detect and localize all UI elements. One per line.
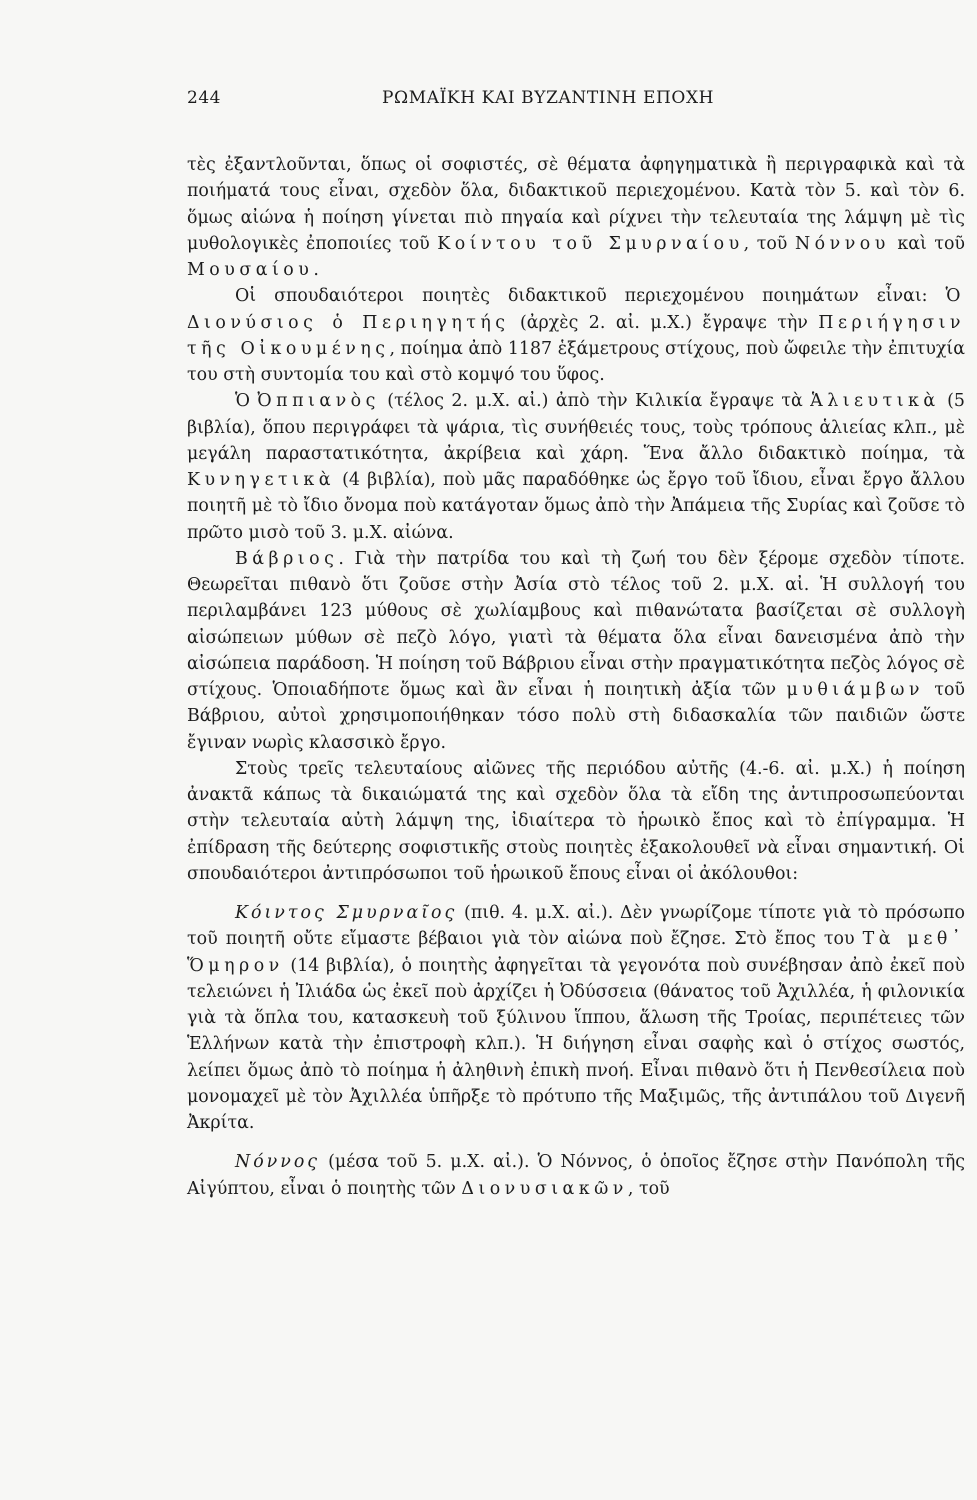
body-text [187, 152, 965, 1202]
heading-quintus: Κόιντος Σμυρναῖος [235, 903, 458, 923]
paragraph-nonnus: Νόννος (μέσα τοῦ 5. μ.Χ. αἰ.). Ὁ Νόννος, ὁ ὁποῖος ἔζησε στὴν Πανόπολη τῆς Αἰγύπτου, εἶναι ὁ ποιητὴς τῶν Διονυσιακῶν, τοῦ [187, 1152, 965, 1199]
page-number: 244 [187, 88, 221, 108]
name-nonnus: Νόννου [794, 233, 890, 254]
heading-nonnus: Νόννος [235, 1152, 321, 1173]
paragraph-quintus: Κόιντος Σμυρναῖος (πιθ. 4. μ.Χ. αἰ.). Δὲν γνωρίζομε τίποτε γιὰ τὸ πρόσωπο τοῦ ποιητῆ οὔτε εἴμαστε βέβαιοι γιὰ τὸν αἰώνα ποὺ ἔζησε. Στὸ ἔπος του Τὰ μεθ᾽ Ὅμηρον (14 βιβλία), ὁ ποιητὴς ἀφηγεῖται τὰ γεγονότα ποὺ συνέβησαν ἀπὸ ἐκεῖ ποὺ τελειώνει ἡ Ἰλιάδα ὡς ἐκεῖ ποὺ ἀρχίζει ἡ Ὀδύσσεια (θάνατος τοῦ Ἀχιλλέα, ἡ φιλονικία γιὰ τὰ ὅπλα του, κατασκευὴ τοῦ ξύλινου ἵππου, ἅλωση τῆς Τροίας, περιπέτειες τῶν Ἑλλήνων κατὰ τὴν ἐπιστροφὴ κλπ.). Ἡ διήγηση εἶναι σαφὴς καὶ ὁ στίχος σωστός, λείπει ὅμως ἀπὸ τὸ ποίημα ἡ ἀληθινὴ ἐπικὴ πνοή. Εἶναι πιθανὸ ὅτι ἡ Πενθεσίλεια ποὺ μονομαχεῖ μὲ τὸν Ἀχιλλέα ὑπῆρξε τὸ πρότυπο τῆς Μαξιμῶς, τῆς ἀντιπάλου τοῦ Διγενῆ Ἀκρίτα. [187, 903, 966, 1133]
paragraph-dionysius: Οἱ σπουδαιότεροι ποιητὲς διδακτικοῦ περιεχομένου ποιημάτων εἶναι: Ὁ Διονύσιος ὁ Περιηγητής (ἀρχὲς 2. αἰ. μ.Χ.) ἔγραψε τὴν Περιήγησιν τῆς Οἰκουμένης, ποίημα ἀπὸ 1187 ἑξάμετρους στίχους, ποὺ ὤφειλε τὴν ἐπιτυχία του στὴ συντομία του καὶ στὸ κομψό του ὕφος. [187, 286, 965, 385]
work-halieutica: Ἁλιευτικὰ [810, 391, 940, 412]
paragraph-babrius: Βάβριος. Γιὰ τὴν πατρίδα του καὶ τὴ ζωή του δὲν ξέρομε σχεδὸν τίποτε. Θεωρεῖται πιθανὸ ὅτι ζοῦσε στὴν Ἀσία στὸ τέλος τοῦ 2. μ.Χ. αἰ. Ἡ συλλογή του περιλαμβάνει 123 μύθους σὲ χωλίαμβους καὶ πιθανώτατα βασίζεται σὲ συλλογὴ αἰσώπειων μύθων σὲ πεζὸ λόγο, γιατὶ τὰ θέματα ὅλα εἶναι δανεισμένα ἀπὸ τὴν αἰσώπεια παράδοση. Ἡ ποίηση τοῦ Βάβριου εἶναι στὴν πραγματικότητα πεζὸς λόγος σὲ στίχους. Ὁποιαδήποτε ὅμως καὶ ἂν εἶναι ἡ ποιητικὴ ἀξία τῶν μυθιάμβων τοῦ Βάβριου, αὐτοὶ χρησιμοποιήθηκαν τόσο πολὺ στὴ διδασκαλία τῶν παιδιῶν ὥστε ἔγιναν νωρὶς κλασσικὸ ἔργο. [187, 548, 965, 753]
paragraph-oppian: Ὁ Ὀππιανὸς (τέλος 2. μ.Χ. αἰ.) ἀπὸ τὴν Κιλικία ἔγραψε τὰ Ἁλιευτικὰ (5 βιβλία), ὅπου περιγράφει τὰ ψάρια, τὶς συνήθειές τους, τοὺς τρόπους ἁλιείας κλπ., μὲ μεγάλη παραστατικότητα, ἀκρίβεια καὶ χάρη. Ἕνα ἄλλο διδακτικὸ ποίημα, τὰ Κυνηγετικὰ (4 βιβλία), ποὺ μᾶς παραδόθηκε ὡς ἔργο τοῦ ἴδιου, εἶναι ἔργο ἄλλου ποιητῆ μὲ τὸ ἴδιο ὄνομα ποὺ κατάγοταν ὅμως ἀπὸ τὴν Ἀπάμεια τῆς Συρίας καὶ ζοῦσε τὸ πρῶτο μισὸ τοῦ 3. μ.Χ. αἰώνα. [187, 391, 965, 543]
work-dionysiaca: Διονυσιακῶν [461, 1178, 628, 1199]
work-posthomerica: Τὰ μεθ᾽ Ὅμηρον [187, 929, 965, 976]
term-mythiambi: μυθιάμβων [786, 680, 924, 700]
running-title: ΡΩΜΑΪΚΗ ΚΑΙ ΒΥΖΑΝΤΙΝΗ ΕΠΟΧΗ [382, 88, 715, 108]
name-dionysius: Ὁ Διονύσιος ὁ Περιηγητής [187, 286, 965, 333]
page-header [187, 88, 965, 122]
name-quintus: Κοίντου τοῦ Σμυρναίου [437, 233, 744, 254]
work-cynegetica: Κυνηγετικὰ [187, 470, 336, 490]
name-oppian: Ὀππιανὸς [257, 391, 380, 412]
name-babrius: Βάβριος [235, 548, 339, 569]
paragraph-epic-revival: Στοὺς τρεῖς τελευταίους αἰῶνες τῆς περιόδου αὐτῆς (4.-6. αἰ. μ.Χ.) ἡ ποίηση ἀνακτᾶ κάπως τὰ δικαιώματά της καὶ σχεδὸν ὅλα τὰ εἴδη της ἀντιπροσωπεύονται στὴν τελευταία αὐτὴ λάμψη της, ἰδιαίτερα τὸ ἡρωικὸ ἔπος καὶ τὸ ἐπίγραμμα. Ἡ ἐπίδραση τῆς δεύτερης σοφιστικῆς στοὺς ποιητὲς ἐξακολουθεῖ νὰ εἶναι σημαντική. Οἱ σπουδαιότεροι ἀντιπρόσωποι τοῦ ἡρωικοῦ ἔπους εἶναι οἱ ἀκόλουθοι: [187, 758, 965, 884]
paragraph-late-poetry: τὲς ἐξαντλοῦνται, ὅπως οἱ σοφιστές, σὲ θέματα ἀφηγηματικὰ ἢ περιγραφικὰ καὶ τὰ ποιήματά τους εἶναι, σχεδὸν ὅλα, διδακτικοῦ περιεχομένου. Κατὰ τὸν 5. καὶ τὸν 6. ὅμως αἰώνα ἡ ποίηση γίνεται πιὸ πηγαία καὶ ρίχνει τὴν τελευταία της λάμψη μὲ τὶς μυθολογικὲς ἐποποιίες τοῦ Κοίντου τοῦ Σμυρναίου, τοῦ Νόννου καὶ τοῦ Μουσαίου. [187, 155, 966, 280]
work-periegesis: Περιήγησιν τῆς Οἰκουμένης [187, 312, 965, 359]
name-musaeus: Μουσαίου [187, 260, 314, 280]
